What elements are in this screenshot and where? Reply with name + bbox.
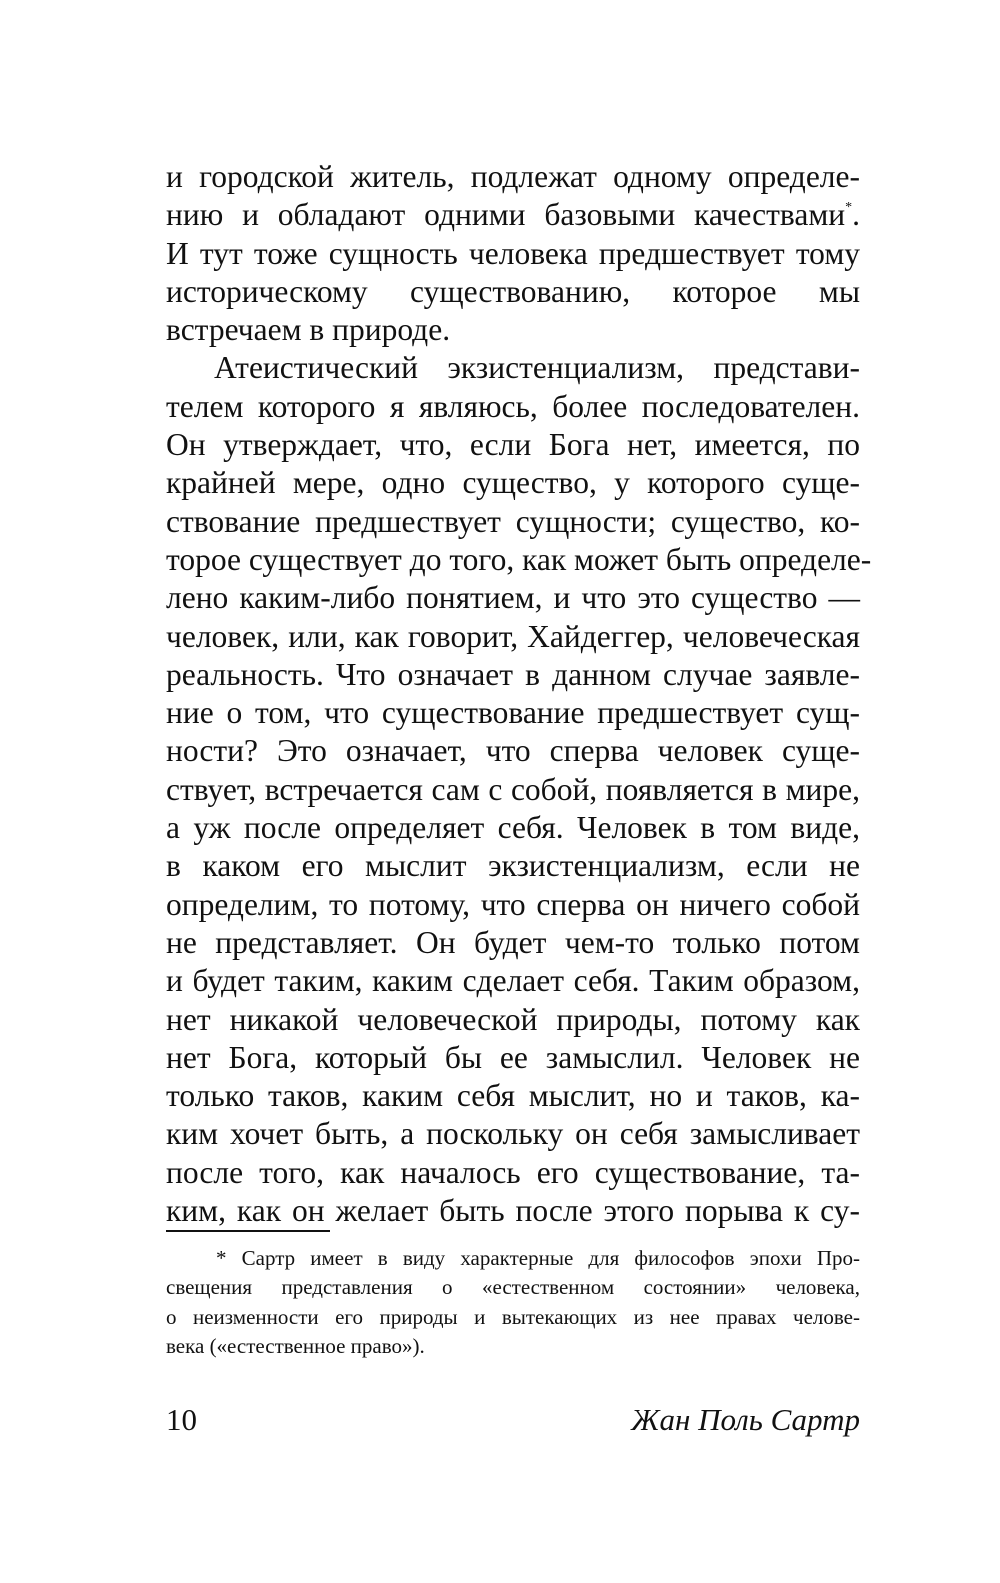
text-line: крайней мере, одно существо, у которого суще- bbox=[166, 465, 860, 501]
text-line: ности? Это означает, что сперва человек суще- bbox=[166, 733, 860, 769]
text-line: человек, или, как говорит, Хайдеггер, человеческая bbox=[166, 618, 860, 654]
footnote-divider bbox=[166, 1230, 330, 1232]
text-line: в каком его мыслит экзистенциализм, если не bbox=[166, 848, 860, 884]
text-line: нет никакой человеческой природы, потому как bbox=[166, 1001, 860, 1037]
text-line: И тут тоже сущность человека предшествует тому bbox=[166, 235, 860, 271]
text-line: телем которого я являюсь, более последователен. bbox=[166, 388, 860, 424]
footnote-line: о неизменности его природы и вытекающих из нее правах челове- bbox=[166, 1304, 860, 1329]
text-line: Атеистический экзистенциализм, представи- bbox=[214, 350, 860, 386]
text-line: ким хочет быть, а поскольку он себя замысливает bbox=[166, 1116, 860, 1152]
text-line: реальность. Что означает в данном случае заявле- bbox=[166, 656, 860, 692]
footnote-line: века («естественное право»). bbox=[166, 1334, 425, 1359]
text-line: и будет таким, каким сделает себя. Таким образом, bbox=[166, 963, 860, 999]
text-line: ствование предшествует сущности; существо, ко- bbox=[166, 503, 860, 539]
text-line: ким, как он желает быть после этого порыва к су- bbox=[166, 1193, 860, 1229]
sentence-end: . bbox=[852, 197, 860, 233]
page-number: 10 bbox=[166, 1402, 197, 1437]
text-line bbox=[166, 196, 860, 234]
text-line: ние о том, что существование предшествует сущ- bbox=[166, 695, 860, 731]
text-line: не представляет. Он будет чем-то только потом bbox=[166, 924, 860, 960]
text-line: Он утверждает, что, если Бога нет, имеется, по bbox=[166, 427, 860, 463]
text-line: ствует, встречается сам с собой, появляется в мире, bbox=[166, 771, 860, 807]
text-line: встречаем в природе. bbox=[166, 312, 451, 348]
text-line: историческому существованию, которое мы bbox=[166, 273, 860, 309]
text-line: определим, то потому, что сперва он ничего собой bbox=[166, 886, 860, 922]
text-line: после того, как началось его существование, та- bbox=[166, 1154, 860, 1190]
text-line: а уж после определяет себя. Человек в том виде, bbox=[166, 810, 860, 846]
footnote bbox=[166, 1244, 860, 1362]
text-line-content: нию и обладают одними базовыми качествами bbox=[166, 197, 846, 233]
footnote-line: свещения представления о «естественном состоянии» человека, bbox=[166, 1275, 860, 1300]
text-line: и городской житель, подлежат одному определе- bbox=[166, 159, 860, 194]
main-text bbox=[166, 158, 872, 1230]
footnote-marker[interactable]: * bbox=[845, 200, 853, 216]
text-line: нет Бога, который бы ее замыслил. Человек не bbox=[166, 1039, 860, 1075]
text-line: только таков, каким себя мыслит, но и таков, ка- bbox=[166, 1078, 860, 1114]
text-line: торое существует до того, как может быть определе- bbox=[166, 541, 872, 577]
footnote-line: * Сартр имеет в виду характерные для философов эпохи Про- bbox=[216, 1246, 860, 1270]
running-footer-author: Жан Поль Сартр bbox=[631, 1402, 860, 1437]
text-line: лено каким-либо понятием, и что это существо — bbox=[166, 580, 860, 616]
